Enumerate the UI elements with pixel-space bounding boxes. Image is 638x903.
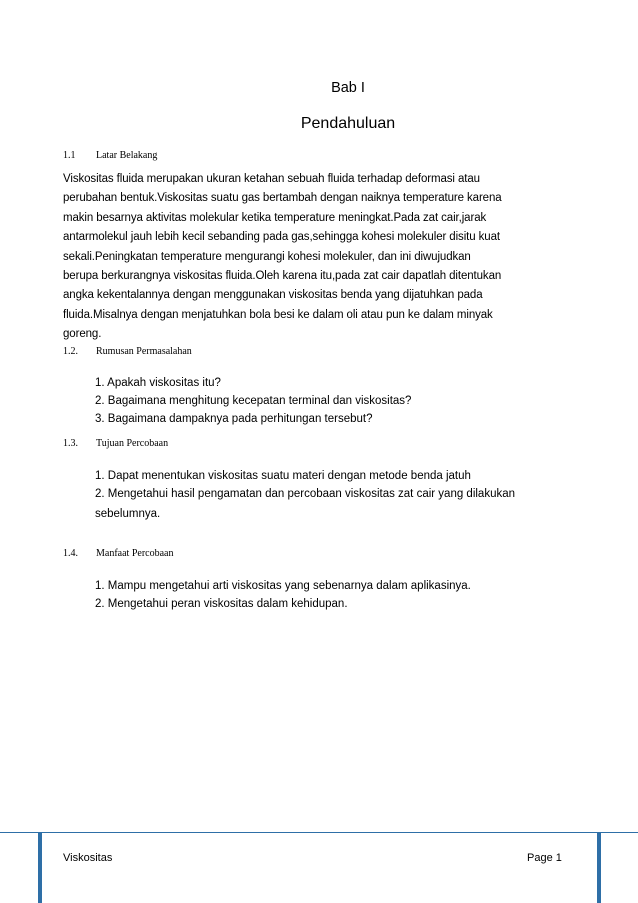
footer-page-number: Page 1 <box>527 852 562 864</box>
paragraph-line: sekali.Peningkatan temperature mengurangi kohesi molekuler, dan ini diwujudkan <box>63 250 471 263</box>
paragraph-line: fluida.Misalnya dengan menjatuhkan bola besi ke dalam oli atau pun ke dalam minyak <box>63 308 493 321</box>
list-item: 2. Mengetahui peran viskositas dalam kehidupan. <box>95 598 348 610</box>
section-heading-background <box>63 150 157 161</box>
chapter-number: Bab I <box>331 80 365 96</box>
paragraph-line: perubahan bentuk.Viskositas suatu gas bertambah dengan naiknya temperature karena <box>63 192 502 205</box>
list-item: 1. Mampu mengetahui arti viskositas yang sebenarnya dalam aplikasinya. <box>95 580 471 592</box>
list-item: 2. Bagaimana menghitung kecepatan terminal dan viskositas? <box>95 395 412 407</box>
paragraph-line: angka kekentalannya dengan menggunakan viskositas benda yang dijatuhkan pada <box>63 289 483 302</box>
paragraph-line: berupa berkurangnya viskositas fluida.Oleh karena itu,pada zat cair dapatlah ditentukan <box>63 270 502 283</box>
background-paragraph <box>63 170 563 345</box>
paragraph-line: makin besarnya aktivitas molekular ketika temperature meningkat.Pada zat cair,jarak <box>63 211 487 224</box>
section-number: 1.4. <box>63 548 78 559</box>
section-title: Tujuan Percobaan <box>96 438 169 449</box>
list-item: 1. Apakah viskositas itu? <box>95 377 221 389</box>
section-number: 1.1 <box>63 150 76 161</box>
footer-left-bar <box>38 832 42 903</box>
goal-list <box>95 467 515 523</box>
section-heading-benefit <box>63 548 173 559</box>
paragraph-line: antarmolekul jauh lebih kecil sebanding pada gas,sehingga kohesi molekuler disitu kuat <box>63 231 500 244</box>
footer-rule <box>0 832 638 833</box>
section-title: Latar Belakang <box>96 150 158 161</box>
section-number: 1.3. <box>63 438 78 449</box>
footer-right-bar <box>597 832 601 903</box>
section-title: Rumusan Permasalahan <box>96 346 192 357</box>
section-heading-goal <box>63 438 168 449</box>
paragraph-line: Viskositas fluida merupakan ukuran ketahan sebuah fluida terhadap deformasi atau <box>63 173 480 185</box>
list-item: 1. Dapat menentukan viskositas suatu materi dengan metode benda jatuh <box>95 470 471 482</box>
section-title: Manfaat Percobaan <box>96 548 174 559</box>
list-item: 3. Bagaimana dampaknya pada perhitungan tersebut? <box>95 413 373 425</box>
section-heading-problem <box>63 346 192 357</box>
footer-title: Viskositas <box>63 852 113 864</box>
problem-list <box>95 374 411 428</box>
section-number: 1.2. <box>63 346 78 357</box>
list-item: 2. Mengetahui hasil pengamatan dan percobaan viskositas zat cair yang dilakukan <box>95 488 516 500</box>
paragraph-line: goreng. <box>63 328 102 341</box>
benefit-list <box>95 577 471 613</box>
list-item: sebelumnya. <box>95 508 161 520</box>
chapter-title: Pendahuluan <box>300 115 396 132</box>
